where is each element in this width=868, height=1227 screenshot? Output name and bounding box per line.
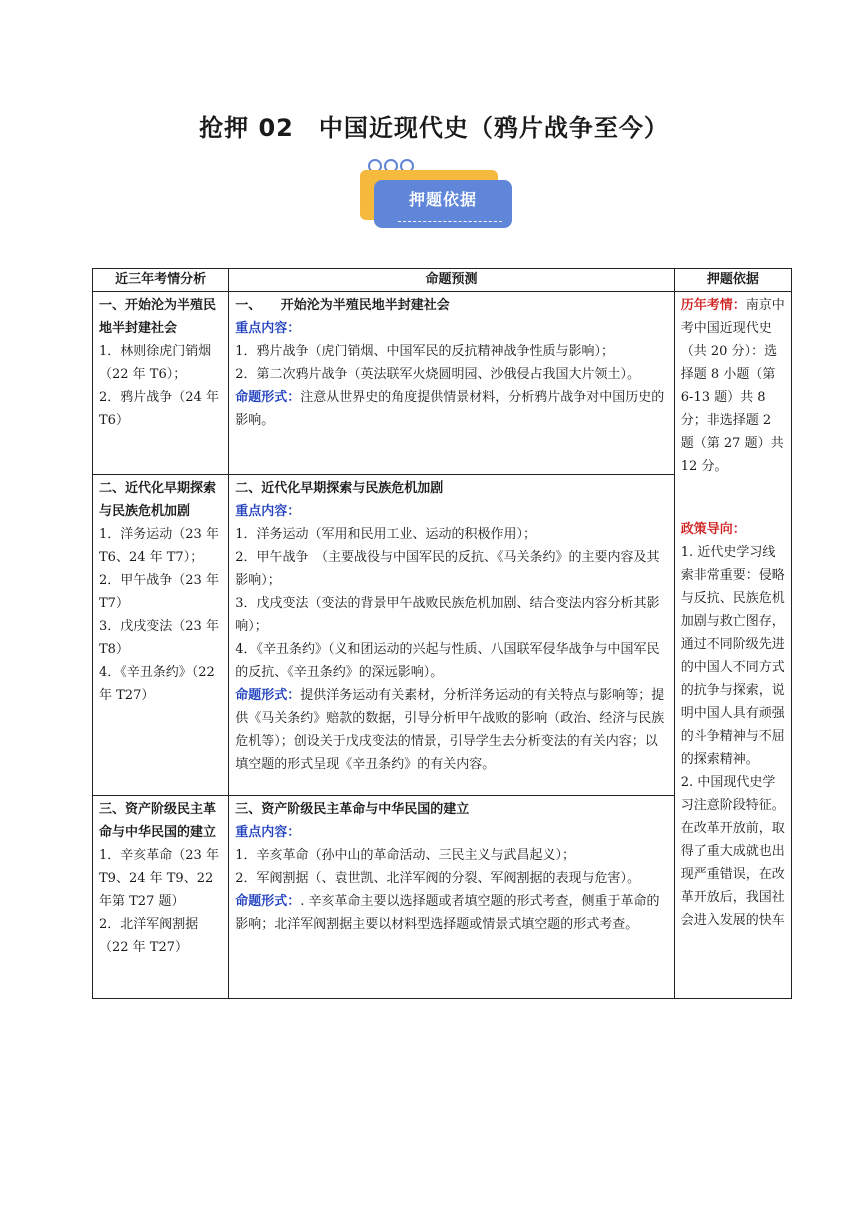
analysis-item: 3．戊戌变法（23 年 T8） (99, 619, 219, 657)
form-label: 命题形式： (235, 894, 301, 909)
exam-analysis-table (92, 268, 792, 999)
prediction-heading: 三、资产阶级民主革命与中华民国的建立 (235, 802, 470, 817)
analysis-cell (93, 796, 229, 999)
history-label: 历年考情： (680, 298, 746, 313)
prediction-item: 2．第二次鸦片战争（英法联军火烧圆明园、沙俄侵占我国大片领土）。 (235, 367, 640, 382)
analysis-cell (93, 292, 229, 475)
history-text: 南京中考中国近现代史（共 20 分）：选择题 8 小题（第 6-13 题）共 8 分；非选择题 2 题（第 27 题）共 12 分。 (680, 298, 785, 474)
key-content-label: 重点内容： (235, 321, 301, 336)
basis-cell (674, 292, 791, 999)
header-basis: 押题依据 (674, 269, 791, 292)
analysis-item: 2．北洋军阀割据（22 年 T27） (99, 917, 199, 955)
prediction-item: 2．军阀割据（、袁世凯、北洋军阀的分裂、军阀割据的表现与危害）。 (235, 871, 640, 886)
header-analysis: 近三年考情分析 (93, 269, 229, 292)
analysis-item: 4．《辛丑条约》（22 年 T27） (99, 665, 215, 703)
badge-label: 押题依据 (408, 190, 477, 209)
header-prediction: 命题预测 (229, 269, 675, 292)
form-label: 命题形式： (235, 688, 301, 703)
analysis-item: 1．洋务运动（23 年 T6、24 年 T7）； (99, 527, 219, 565)
prediction-item: 1．洋务运动（军用和民用工业、运动的积极作用）； (235, 527, 536, 542)
prediction-cell (229, 475, 675, 796)
analysis-item: 1．辛亥革命（23 年 T9、24 年 T9、22 年第 T27 题） (99, 848, 219, 909)
section-badge (360, 158, 518, 234)
analysis-item: 2．鸦片战争（24 年 T6） (99, 390, 219, 428)
analysis-heading: 一、开始沦为半殖民地半封建社会 (99, 298, 217, 336)
table-header-row (93, 269, 792, 292)
analysis-item: 1．林则徐虎门销烟（22 年 T6）； (99, 344, 212, 382)
badge-dashed-line (398, 221, 502, 222)
prediction-heading: 一、 开始沦为半殖民地半封建社会 (235, 298, 450, 313)
policy-label: 政策导向： (680, 522, 746, 537)
page-title: 抢押 02 中国近现代史（鸦片战争至今） (199, 114, 669, 142)
form-block (235, 386, 668, 432)
form-text: 注意从世界史的角度提供情景材料，分析鸦片战争对中国历史的影响。 (235, 390, 665, 428)
form-text: 提供洋务运动有关素材，分析洋务运动的有关特点与影响等；提供《马关条约》赔款的数据，引导分析甲午战败的影响（政治、经济与民族危机等）；创设关于戊戌变法的情景，引导学生去分析变法的有关内容；以填空题的形式呈现《辛丑条约》的有关内容。 (235, 688, 665, 772)
form-block (235, 890, 668, 936)
prediction-item: 4．《辛丑条约》（义和团运动的兴起与性质、八国联军侵华战争与中国军民的反抗、《辛丑条约》的深远影响）。 (235, 642, 660, 680)
key-content-label: 重点内容： (235, 504, 301, 519)
analysis-heading: 二、近代化早期探索与民族危机加剧 (99, 481, 217, 519)
policy-item: 1. 近代史学习线索非常重要：侵略与反抗、民族危机加剧与救亡图存，通过不同阶级先进的中国人不同方式的抗争与探索，说明中国人具有顽强的斗争精神与不屈的探索精神。 (680, 545, 785, 767)
analysis-cell (93, 475, 229, 796)
table-row (93, 292, 792, 475)
analysis-heading: 三、资产阶级民主革命与中华民国的建立 (99, 802, 217, 840)
badge-front (374, 180, 512, 228)
prediction-item: 1．辛亥革命（孙中山的革命活动、三民主义与武昌起义）； (235, 848, 575, 863)
prediction-heading: 二、近代化早期探索与民族危机加剧 (235, 481, 444, 496)
prediction-cell (229, 796, 675, 999)
form-block (235, 684, 668, 776)
form-label: 命题形式： (235, 390, 301, 405)
prediction-item: 3．戊戌变法（变法的背景甲午战败民族危机加剧、结合变法内容分析其影响）； (235, 596, 660, 634)
key-content-label: 重点内容： (235, 825, 301, 840)
form-text: . 辛亥革命主要以选择题或者填空题的形式考查，侧重于革命的影响；北洋军阀割据主要以材料型选择题或情景式填空题的形式考查。 (235, 894, 660, 932)
prediction-item: 1．鸦片战争（虎门销烟、中国军民的反抗精神战争性质与影响）； (235, 344, 614, 359)
analysis-item: 2．甲午战争（23 年 T7） (99, 573, 219, 611)
history-block (681, 294, 785, 478)
policy-item: 2. 中国现代史学习注意阶段特征。在改革开放前，取得了重大成就也出现严重错误，在改革开放后，我国社会进入发展的快车 (680, 775, 785, 928)
prediction-cell (229, 292, 675, 475)
prediction-item: 2．甲午战争 （主要战役与中国军民的反抗、《马关条约》的主要内容及其影响）； (235, 550, 660, 588)
